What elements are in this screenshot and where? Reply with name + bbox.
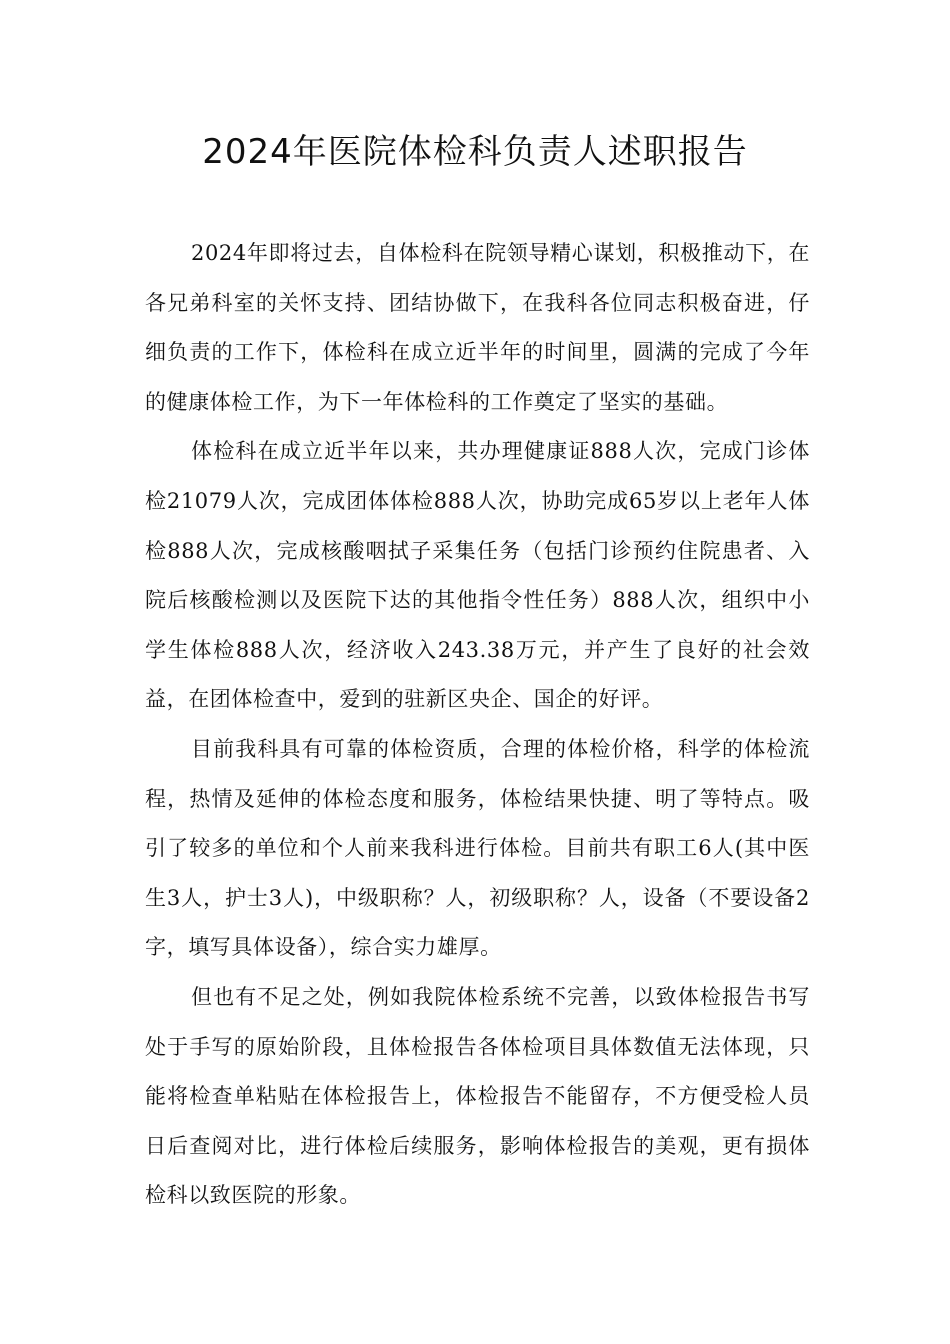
paragraph-4: 但也有不足之处，例如我院体检系统不完善，以致体检报告书写处于手写的原始阶段，且体检报告各体检项目具体数值无法体现，只能将检查单粘贴在体检报告上，体检报告不能留存，不方便受检人员日后查阅对比，进行体检后续服务，影响体检报告的美观，更有损体检科以致医院的形象。 bbox=[145, 984, 810, 1208]
paragraph-1: 2024年即将过去，自体检科在院领导精心谋划，积极推动下，在各兄弟科室的关怀支持、团结协做下，在我科各位同志积极奋进，仔细负责的工作下，体检科在成立近半年的时间里，圆满的完成了今年的健康体检工作，为下一年体检科的工作奠定了坚实的基础。 bbox=[145, 241, 810, 414]
document-title: 2024年医院体检科负责人述职报告 bbox=[202, 132, 748, 172]
document-body bbox=[145, 229, 810, 1221]
paragraph-2: 体检科在成立近半年以来，共办理健康证888人次，完成门诊体检21079人次，完成团体体检888人次，协助完成65岁以上老年人体检888人次，完成核酸咽拭子采集任务（包括门诊预约住院患者、入院后核酸检测以及医院下达的其他指令性任务）888人次，组织中小学生体检888人次，经济收入243.38万元，并产生了良好的社会效益，在团体检查中，爱到的驻新区央企、国企的好评。 bbox=[145, 439, 810, 712]
paragraph-3: 目前我科具有可靠的体检资质，合理的体检价格，科学的体检流程，热情及延伸的体检态度和服务，体检结果快捷、明了等特点。吸引了较多的单位和个人前来我科进行体检。目前共有职工6人(其中医生3人，护士3人)，中级职称？人，初级职称？人，设备（不要设备2字，填写具体设备），综合实力雄厚。 bbox=[145, 736, 810, 960]
